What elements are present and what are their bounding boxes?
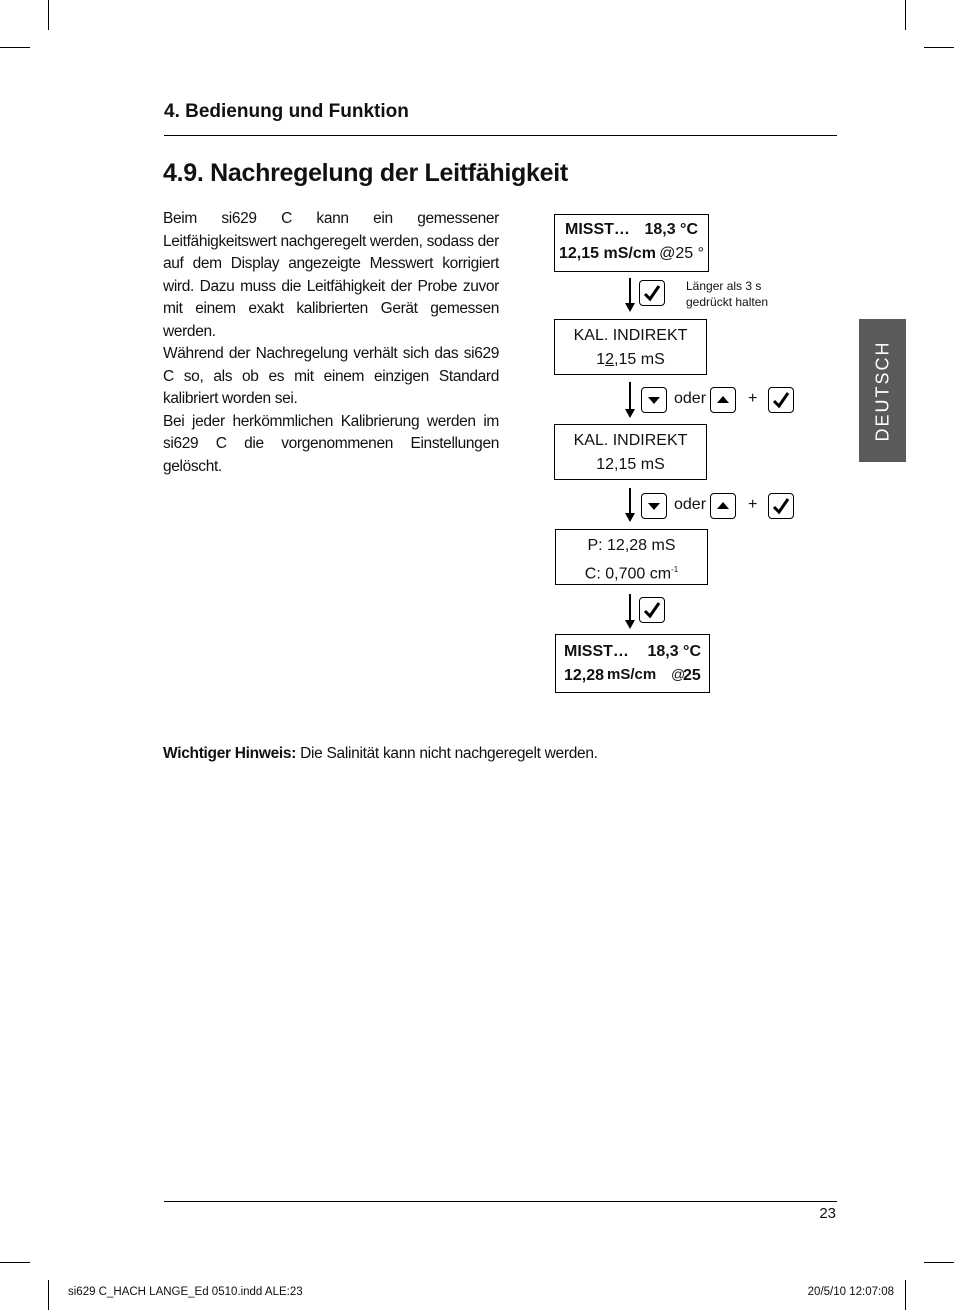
display-unit: mS/cm <box>607 666 657 683</box>
display-box-calibration-2 <box>554 424 707 480</box>
display-mode: KAL. INDIREKT <box>573 327 688 344</box>
note-text: Die Salinität kann nicht nachgeregelt werden. <box>296 745 598 762</box>
page-number: 23 <box>819 1205 836 1222</box>
hold-hint-line-2: gedrückt halten <box>686 295 769 309</box>
display-at-sign: @ <box>671 666 686 682</box>
hold-hint <box>686 278 768 310</box>
crop-mark <box>924 1262 954 1263</box>
up-arrow-icon <box>711 494 735 518</box>
print-slug-right: 20/5/10 12:07:08 <box>807 1286 894 1298</box>
crop-mark <box>905 0 906 30</box>
language-tab-label: DEUTSCH <box>872 339 892 442</box>
up-key[interactable] <box>710 387 736 413</box>
display-status: MISST… <box>565 221 630 238</box>
section-header: 4. Bedienung und Funktion <box>164 101 409 122</box>
flow-arrowhead <box>625 409 635 418</box>
flow-arrow <box>629 594 631 621</box>
footer-rule <box>164 1201 837 1202</box>
check-icon <box>769 388 793 412</box>
display-reference-temp: @25 ° <box>659 245 704 262</box>
crop-mark <box>48 0 49 30</box>
display-box-measure-2 <box>555 634 710 693</box>
crop-mark <box>48 1280 49 1310</box>
display-value: 12,15 mS <box>596 456 665 473</box>
language-tab <box>859 319 906 462</box>
important-note <box>163 745 598 763</box>
flow-arrowhead <box>625 620 635 629</box>
note-label: Wichtiger Hinweis: <box>163 745 297 762</box>
hold-hint-line-1: Länger als 3 s <box>686 279 762 293</box>
flow-arrowhead <box>625 303 635 312</box>
display-temperature: 18,3 °C <box>644 221 698 238</box>
display-conductivity: 12,15 mS/cm <box>559 245 656 262</box>
flow-arrow <box>629 488 631 514</box>
down-arrow-icon <box>642 388 666 412</box>
crop-mark <box>0 1262 30 1263</box>
crop-mark <box>905 1280 906 1310</box>
check-key[interactable] <box>768 493 794 519</box>
display-status: MISST… <box>564 643 629 660</box>
flow-arrowhead <box>625 513 635 522</box>
cursor-digit: 2 <box>605 351 615 368</box>
crop-mark <box>924 47 954 48</box>
display-box-result <box>555 529 708 585</box>
display-temperature: 18,3 °C <box>647 643 701 660</box>
body-text <box>163 208 499 478</box>
oder-label: oder <box>674 496 707 513</box>
display-reference-temp: 25 <box>683 667 701 684</box>
flow-arrow <box>629 278 631 304</box>
oder-label: oder <box>674 390 707 407</box>
page-title: 4.9. Nachregelung der Leitfähigkeit <box>163 159 568 187</box>
paragraph-3: Bei jeder herkömmlichen Kalibrierung werden im si629 C die vorgenommenen Einstellungen gelöscht. <box>163 412 499 475</box>
print-slug-left: si629 C_HACH LANGE_Ed 0510.indd ALE:23 <box>68 1286 303 1298</box>
check-icon <box>640 281 664 305</box>
up-arrow-icon <box>711 388 735 412</box>
crop-mark <box>0 47 30 48</box>
check-icon <box>769 494 793 518</box>
plus-label: + <box>748 496 758 513</box>
display-box-calibration-1 <box>554 319 707 375</box>
down-key[interactable] <box>641 387 667 413</box>
display-value: 12,15 mS <box>596 351 665 368</box>
display-mode: KAL. INDIREKT <box>573 432 688 449</box>
display-box-measure-1 <box>554 214 709 272</box>
down-arrow-icon <box>642 494 666 518</box>
check-key[interactable] <box>768 387 794 413</box>
check-key[interactable] <box>639 280 665 306</box>
plus-label: + <box>748 390 758 407</box>
check-key[interactable] <box>639 597 665 623</box>
cursor-digit: , <box>614 456 619 473</box>
down-key[interactable] <box>641 493 667 519</box>
up-key[interactable] <box>710 493 736 519</box>
flow-arrow <box>629 382 631 410</box>
display-c-value: C: 0,700 $cm^{-1}$ <box>584 565 679 583</box>
display-conductivity: 12,28 <box>564 667 605 684</box>
check-icon <box>640 598 664 622</box>
display-p-value: P: 12,28 mS <box>587 537 676 554</box>
header-rule <box>164 135 837 136</box>
paragraph-2: Während der Nachregelung verhält sich das si629 C so, als ob es mit einem einzigen Standard kalibriert worden sei. <box>163 345 499 407</box>
paragraph-1: Beim si629 C kann ein gemessener Leitfähigkeitswert nachgeregelt werden, sodass der auf dem Display angezeigte Messwert korrigiert wird. Dazu muss die Leitfähigkeit der Probe zuvor mit einem exakt kalibrierten Gerät gemessen werden. <box>163 210 499 340</box>
